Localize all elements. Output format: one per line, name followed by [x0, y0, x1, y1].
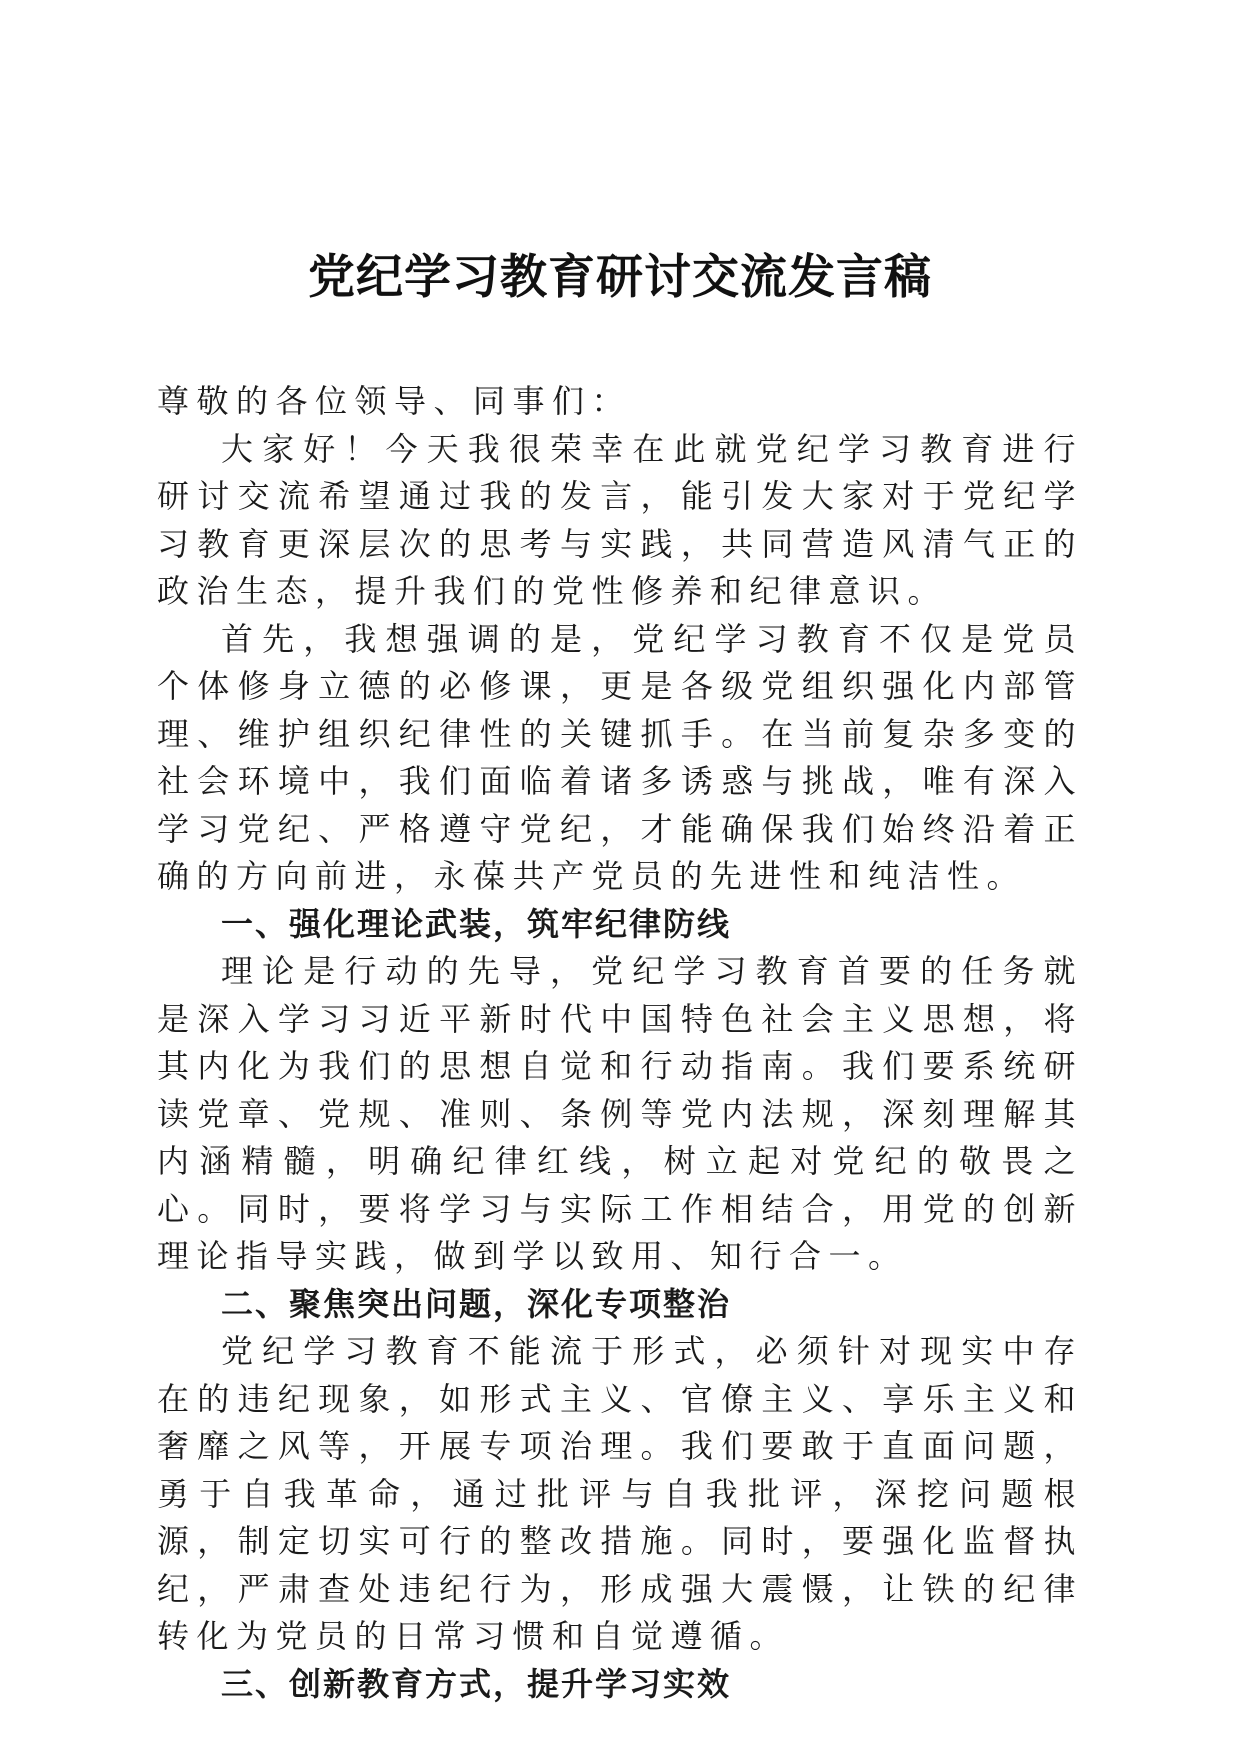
- salutation: 尊敬的各位领导、同事们：: [157, 382, 632, 420]
- paragraph-first: 首先，我想强调的是，党纪学习教育不仅是党员个体修身立德的必修课，更是各级党组织强化内部管理、维护组织纪律性的关键抓手。在当前复杂多变的社会环境中，我们面临着诸多诱惑与挑战，唯有深入学习党纪、严格遵守党纪，才能确保我们始终沿着正确的方向前进，永葆共产党员的先进性和纯洁性。: [157, 619, 1083, 895]
- section-heading-2: 二、聚焦突出问题，深化专项整治: [221, 1284, 732, 1323]
- document-body: [157, 378, 1083, 1708]
- section-body-1: 理论是行动的先导，党纪学习教育首要的任务就是深入学习习近平新时代中国特色社会主义思想，将其内化为我们的思想自觉和行动指南。我们要系统研读党章、党规、准则、条例等党内法规，深刻理解其内涵精髓，明确纪律红线，树立起对党纪的敬畏之心。同时，要将学习与实际工作相结合，用党的创新理论指导实践，做到学以致用、知行合一。: [157, 952, 1083, 1275]
- document-title: 党纪学习教育研讨交流发言稿: [308, 250, 932, 305]
- section-heading-1: 一、强化理论武装，筑牢纪律防线: [221, 904, 732, 943]
- section-body-2: 党纪学习教育不能流于形式，必须针对现实中存在的违纪现象，如形式主义、官僚主义、享乐主义和奢靡之风等，开展专项治理。我们要敢于直面问题，勇于自我革命，通过批评与自我批评，深挖问题根源，制定切实可行的整改措施。同时，要强化监督执纪，严肃查处违纪行为，形成强大震慑，让铁的纪律转化为党员的日常习惯和自觉遵循。: [157, 1332, 1083, 1655]
- section-heading-3: 三、创新教育方式，提升学习实效: [221, 1664, 732, 1703]
- paragraph-intro: 大家好！今天我很荣幸在此就党纪学习教育进行研讨交流希望通过我的发言，能引发大家对于党纪学习教育更深层次的思考与实践，共同营造风清气正的政治生态，提升我们的党性修养和纪律意识。: [157, 429, 1083, 610]
